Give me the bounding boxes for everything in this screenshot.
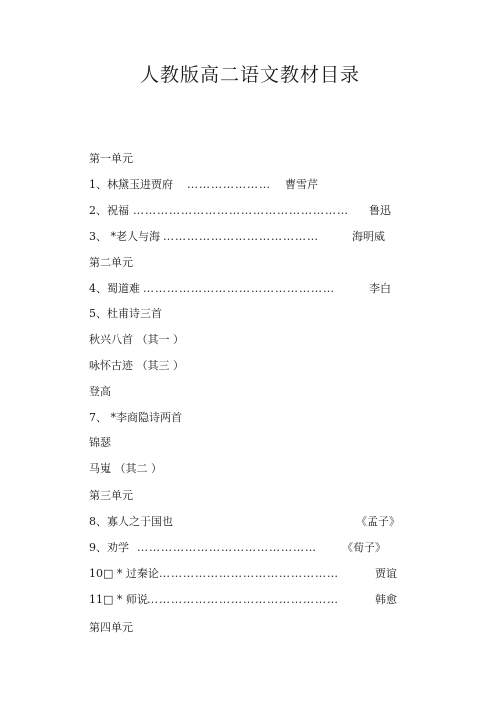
entry-author: 韩愈 [375,593,397,606]
entry-label: 8、寡人之于国也 [89,515,173,528]
leader-dots: ……………………………………… [137,541,317,554]
entry-author: 《荀子》 [342,541,386,554]
unit-heading: 第三单元 [89,489,133,502]
entry-author: 李白 [369,282,391,295]
leader-dots: ……………………………………………… [133,204,349,217]
toc-entry: 秋兴八首 （其一 ） [89,333,184,346]
entry-author: 曹雪芹 [285,178,318,191]
entry-label: 4、蜀道难 [89,282,140,295]
entry-author: 贾谊 [375,567,397,580]
leader-dots: ………………………………………… [143,282,335,295]
entry-author: 鲁迅 [369,204,391,217]
toc-entry: 登高 [89,385,111,398]
leader-dots: ………………………………………… [147,593,339,606]
unit-heading: 第二单元 [89,256,133,269]
toc-entry [89,177,318,193]
toc-entry [89,203,391,219]
toc-entry [89,592,397,608]
entry-label: 2、祝福 [89,204,129,217]
leader-dots: ………………… [187,178,271,191]
toc-entry [89,229,385,245]
toc-entry [89,514,400,530]
entry-label: 9、劝学 [89,541,129,554]
entry-label: 1、林黛玉进贾府 [89,178,173,191]
toc-entry [89,281,391,297]
entry-author: 《孟子》 [356,515,400,528]
document-title: 人教版高二语文教材目录 [139,64,360,86]
leader-dots: ………………………………… [163,230,319,243]
entry-label: 3、 *老人与海 [89,230,160,243]
toc-entry: 锦瑟 [89,436,111,449]
toc-entry: 5、杜甫诗三首 [89,307,162,320]
unit-heading: 第四单元 [89,621,133,634]
toc-entry: 7、 *李商隐诗两首 [89,411,182,424]
entry-label: 10□ * 过秦论 [89,567,159,580]
entry-author: 海明威 [352,230,385,243]
toc-entry: 咏怀古迹 （其三 ） [89,359,184,372]
unit-heading: 第一单元 [89,152,133,165]
toc-entry: 马嵬 （其二 ） [89,462,162,475]
toc-entry [89,540,386,556]
toc-entry [89,566,397,582]
entry-label: 11□ * 师说 [89,593,148,606]
leader-dots: ……………………………………… [159,567,339,580]
